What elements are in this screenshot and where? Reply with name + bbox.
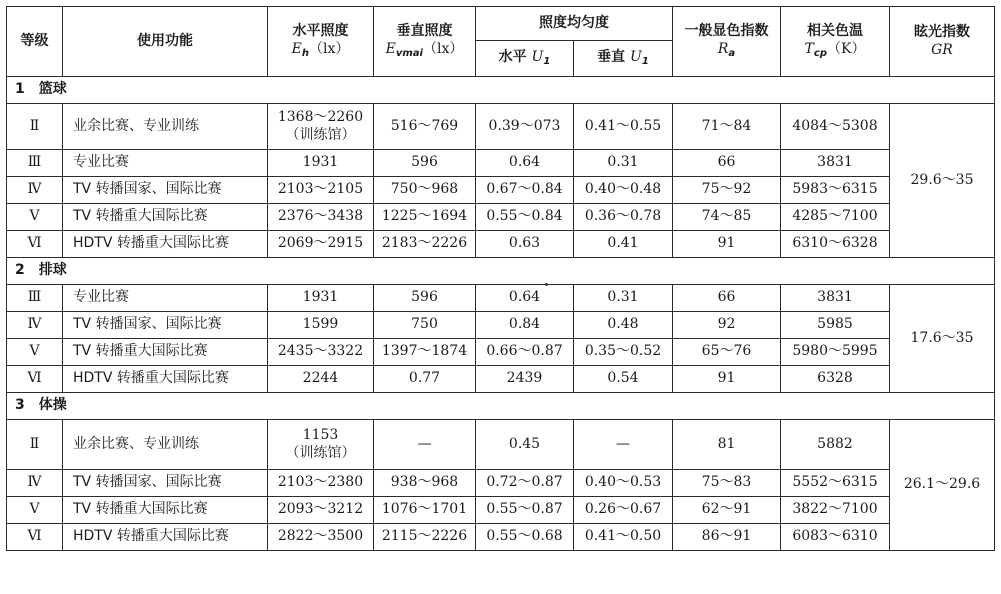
cell-level: Ⅳ — [7, 177, 63, 204]
section-title: 1 篮球 — [7, 77, 995, 104]
cell-level: Ⅵ — [7, 231, 63, 258]
table-header — [7, 7, 995, 77]
header-grade: 等级 — [7, 7, 63, 77]
cell-vertical-illuminance: 1225～1694 — [374, 204, 476, 231]
cell-level: Ⅴ — [7, 204, 63, 231]
cell-horizontal-illuminance: 2103～2380 — [268, 470, 374, 497]
cell-color-temperature: 3831 — [781, 150, 890, 177]
cell-glare-index: 29.6～35 — [890, 104, 995, 258]
table-row — [7, 339, 995, 366]
cell-color-temperature: 6083～6310 — [781, 524, 890, 551]
cell-color-rendering-index: 62～91 — [673, 497, 781, 524]
header-function: 使用功能 — [63, 7, 268, 77]
cell-color-rendering-index: 66 — [673, 285, 781, 312]
cell-uniformity-vertical: 0.35～0.52 — [574, 339, 673, 366]
cell-function: TV 转播国家、国际比赛 — [63, 177, 268, 204]
cell-level: Ⅵ — [7, 524, 63, 551]
cell-function: TV 转播国家、国际比赛 — [63, 312, 268, 339]
cell-glare-index: 26.1～29.6 — [890, 420, 995, 551]
cell-uniformity-vertical: 0.41～0.50 — [574, 524, 673, 551]
cell-note: （训练馆） — [285, 126, 356, 143]
table-row — [7, 231, 995, 258]
table-row — [7, 366, 995, 393]
cell-uniformity-horizontal: 0.67～0.84 — [476, 177, 574, 204]
cell-color-rendering-index: 91 — [673, 231, 781, 258]
cell-color-rendering-index: 71～84 — [673, 104, 781, 150]
header-uniformity: 照度均匀度 — [476, 7, 673, 41]
lighting-standards-table — [6, 6, 995, 551]
cell-vertical-illuminance: 2115～2226 — [374, 524, 476, 551]
cell-vertical-illuminance: — — [374, 420, 476, 470]
header-horizontal-illuminance: 水平照度 $E_h(lx)$ — [268, 7, 374, 77]
cell-uniformity-vertical: 0.48 — [574, 312, 673, 339]
cell-color-temperature: 5983～6315 — [781, 177, 890, 204]
table-row — [7, 470, 995, 497]
cell-uniformity-horizontal: 0.39～073 — [476, 104, 574, 150]
header-uniformity-vertical: 垂直 $U_1$ — [574, 41, 673, 77]
cell-color-temperature: 4285～7100 — [781, 204, 890, 231]
cell-level: Ⅳ — [7, 470, 63, 497]
table-row — [7, 497, 995, 524]
cell-uniformity-horizontal: 0.45 — [476, 420, 574, 470]
cell-horizontal-illuminance: 2069～2915 — [268, 231, 374, 258]
cell-function: HDTV 转播重大国际比赛 — [63, 366, 268, 393]
cell-uniformity-horizontal: 0.64 — [476, 150, 574, 177]
cell-uniformity-vertical: 0.26～0.67 — [574, 497, 673, 524]
cell-level: Ⅵ — [7, 366, 63, 393]
cell-color-rendering-index: 86～91 — [673, 524, 781, 551]
cell-horizontal-illuminance: 2376～3438 — [268, 204, 374, 231]
cell-uniformity-horizontal: 0.72～0.87 — [476, 470, 574, 497]
cell-horizontal-illuminance: 1931 — [268, 150, 374, 177]
table-row — [7, 150, 995, 177]
section-title: 2 排球 — [7, 258, 995, 285]
cell-value: 1153 — [302, 427, 339, 443]
cell-horizontal-illuminance: 2435～3322 — [268, 339, 374, 366]
cell-vertical-illuminance: 0.77 — [374, 366, 476, 393]
cell-color-temperature: 4084～5308 — [781, 104, 890, 150]
cell-glare-index: 17.6～35 — [890, 285, 995, 393]
cell-uniformity-horizontal: 0.84 — [476, 312, 574, 339]
cell-uniformity-horizontal: 0.55～0.84 — [476, 204, 574, 231]
cell-uniformity-vertical: 0.54 — [574, 366, 673, 393]
cell-level: Ⅲ — [7, 285, 63, 312]
cell-function: HDTV 转播重大国际比赛 — [63, 524, 268, 551]
cell-function: TV 转播重大国际比赛 — [63, 204, 268, 231]
table-row — [7, 177, 995, 204]
cell-function: HDTV 转播重大国际比赛 — [63, 231, 268, 258]
cell-uniformity-horizontal: 0.64 — [476, 285, 574, 312]
cell-function: 专业比赛 — [63, 150, 268, 177]
cell-vertical-illuminance: 750 — [374, 312, 476, 339]
cell-vertical-illuminance: 1076～1701 — [374, 497, 476, 524]
cell-level: Ⅳ — [7, 312, 63, 339]
cell-vertical-illuminance: 596 — [374, 150, 476, 177]
cell-color-temperature: 5882 — [781, 420, 890, 470]
cell-level: Ⅱ — [7, 420, 63, 470]
cell-vertical-illuminance: 2183～2226 — [374, 231, 476, 258]
cell-vertical-illuminance: 516～769 — [374, 104, 476, 150]
cell-uniformity-horizontal: 2439 — [476, 366, 574, 393]
cell-level: Ⅴ — [7, 339, 63, 366]
header-glare-index: 眩光指数 GR — [890, 7, 995, 77]
cell-uniformity-vertical: — — [574, 420, 673, 470]
cell-uniformity-vertical: 0.40～0.48 — [574, 177, 673, 204]
header-color-rendering-index: 一般显色指数 $R_a$ — [673, 7, 781, 77]
cell-level: Ⅱ — [7, 104, 63, 150]
cell-horizontal-illuminance: 2822～3500 — [268, 524, 374, 551]
table-row — [7, 312, 995, 339]
cell-uniformity-vertical: 0.36～0.78 — [574, 204, 673, 231]
table-row — [7, 524, 995, 551]
cell-level: Ⅴ — [7, 497, 63, 524]
cell-function: 专业比赛 — [63, 285, 268, 312]
cell-uniformity-horizontal: 0.55～0.87 — [476, 497, 574, 524]
cell-color-rendering-index: 81 — [673, 420, 781, 470]
cell-color-rendering-index: 92 — [673, 312, 781, 339]
cell-vertical-illuminance: 938～968 — [374, 470, 476, 497]
cell-color-temperature: 3831 — [781, 285, 890, 312]
stray-dot — [545, 283, 548, 286]
cell-uniformity-vertical: 0.31 — [574, 285, 673, 312]
table-row — [7, 204, 995, 231]
cell-level: Ⅲ — [7, 150, 63, 177]
cell-horizontal-illuminance: 2244 — [268, 366, 374, 393]
table-row — [7, 420, 995, 470]
header-vertical-illuminance: 垂直照度 $E_{vmai}(lx)$ — [374, 7, 476, 77]
cell-value: 1368～2260 — [277, 109, 364, 125]
cell-function: TV 转播重大国际比赛 — [63, 339, 268, 366]
cell-function: 业余比赛、专业训练 — [63, 104, 268, 150]
cell-uniformity-horizontal: 0.66～0.87 — [476, 339, 574, 366]
cell-color-rendering-index: 65～76 — [673, 339, 781, 366]
cell-horizontal-illuminance: 1599 — [268, 312, 374, 339]
table-row — [7, 104, 995, 150]
cell-horizontal-illuminance — [268, 104, 374, 150]
cell-color-rendering-index: 75～83 — [673, 470, 781, 497]
table-body — [7, 77, 995, 551]
cell-vertical-illuminance: 596 — [374, 285, 476, 312]
cell-vertical-illuminance: 1397～1874 — [374, 339, 476, 366]
cell-function: TV 转播国家、国际比赛 — [63, 470, 268, 497]
cell-function: 业余比赛、专业训练 — [63, 420, 268, 470]
cell-note: （训练馆） — [285, 444, 356, 461]
cell-vertical-illuminance: 750～968 — [374, 177, 476, 204]
header-color-temperature: 相关色温 $T_{cp}(K)$ — [781, 7, 890, 77]
cell-color-temperature: 5552～6315 — [781, 470, 890, 497]
header-uniformity-horizontal: 水平 $U_1$ — [476, 41, 574, 77]
cell-uniformity-horizontal: 0.55～0.68 — [476, 524, 574, 551]
cell-color-rendering-index: 75～92 — [673, 177, 781, 204]
table-row — [7, 285, 995, 312]
cell-horizontal-illuminance: 2103～2105 — [268, 177, 374, 204]
cell-color-temperature: 5980～5995 — [781, 339, 890, 366]
cell-color-temperature: 6310～6328 — [781, 231, 890, 258]
cell-uniformity-vertical: 0.31 — [574, 150, 673, 177]
cell-uniformity-vertical: 0.40～0.53 — [574, 470, 673, 497]
cell-color-temperature: 6328 — [781, 366, 890, 393]
cell-horizontal-illuminance — [268, 420, 374, 470]
cell-function: TV 转播重大国际比赛 — [63, 497, 268, 524]
cell-uniformity-vertical: 0.41～0.55 — [574, 104, 673, 150]
cell-color-rendering-index: 91 — [673, 366, 781, 393]
cell-color-temperature: 3822～7100 — [781, 497, 890, 524]
section-title: 3 体操 — [7, 393, 995, 420]
cell-color-rendering-index: 66 — [673, 150, 781, 177]
table-container — [6, 6, 995, 551]
cell-horizontal-illuminance: 2093～3212 — [268, 497, 374, 524]
cell-color-temperature: 5985 — [781, 312, 890, 339]
cell-uniformity-vertical: 0.41 — [574, 231, 673, 258]
cell-uniformity-horizontal: 0.63 — [476, 231, 574, 258]
cell-horizontal-illuminance: 1931 — [268, 285, 374, 312]
cell-color-rendering-index: 74～85 — [673, 204, 781, 231]
